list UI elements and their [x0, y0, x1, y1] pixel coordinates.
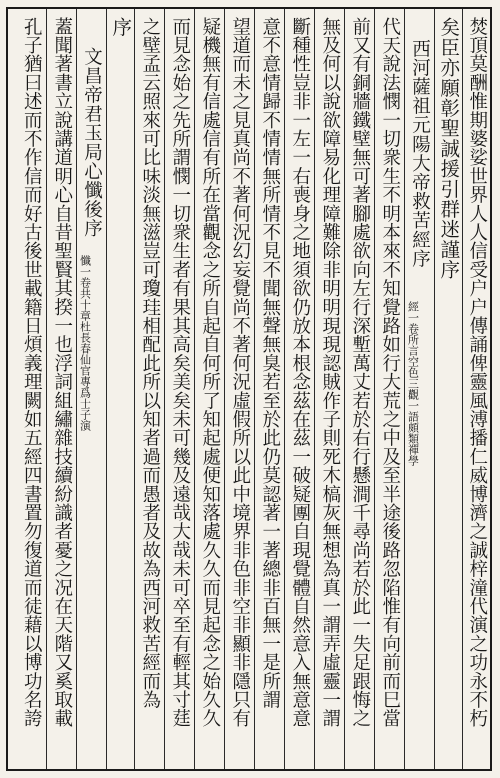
text-column-7 — [284, 9, 314, 769]
heading-column-2 — [76, 9, 106, 769]
text-column-4 — [374, 9, 404, 769]
column-text: 無及何以說欲障易化理障難除非明明現現認賊作子則死木槁灰無想為真一謂弄虛靈一謂 — [319, 17, 341, 728]
heading-note: 經一卷所言空色三觀一語頗類禪學 — [406, 301, 420, 466]
column-text: 望道而未之見真尚不著何況幻妄覺尚不著何況虛假所以此中境界非色非空非顯非隱只有 — [229, 17, 251, 728]
text-columns — [8, 9, 490, 769]
column-text: 代天說法憫一切衆生不明本來不知覺路如行大荒之中及至半途後路忽陷惟有向前而巳當 — [379, 17, 401, 728]
heading-column-1 — [404, 9, 434, 769]
text-column-16 — [16, 9, 46, 769]
column-text: 而見念始之先所謂憫一切衆生者有果其高矣美矣未可幾及遠哉大哉未可卒至有輕其寸莛 — [169, 17, 191, 728]
column-text: 序 — [109, 17, 133, 38]
text-column-8 — [254, 9, 284, 769]
text-column-10 — [194, 9, 224, 769]
column-text: 斷種性豈非一左一右喪身之地須欲仍放本根念茲在茲一破疑團自現覺體自然意入無意意 — [289, 17, 311, 728]
column-text: 孔子猶曰述而不作信而好古後世載籍日煩義理闕如五經四書置勿復道而徒藉以博功名誇 — [21, 17, 43, 728]
text-column-5 — [344, 9, 374, 769]
text-column-6 — [314, 9, 344, 769]
section-heading: 文昌帝君玉局心懺後序 — [81, 47, 103, 238]
column-text: 矣臣亦願彰聖誠援引群迷謹序 — [437, 17, 461, 280]
text-column-11 — [164, 9, 194, 769]
column-text: 蓋聞著書立說講道明心自昔聖賢其揆一也浮詞組繡雜技續紛識者憂之况在天階又奚取載 — [51, 17, 73, 728]
column-text: 之壁孟云照來可比味淡無滋豈可瓊珪相配此所以知者過而愚者及故為西河救苦經而為 — [139, 17, 161, 709]
text-column-9 — [224, 9, 254, 769]
text-column-13 — [106, 9, 134, 769]
column-text: 意不意情歸不情情無所情不見不聞無聲無臭若至於此仍莫認著一著總非百無一是所謂 — [259, 17, 281, 709]
column-text: 焚頂莫酬惟期婆娑世界人人信受户户傳誦俾靈風溥播仁威博濟之誠梓潼代演之功永不朽 — [466, 17, 488, 728]
text-column-1 — [462, 9, 490, 769]
text-column-2 — [434, 9, 462, 769]
column-text: 前又有銅牆鐵壁無可著腳處欲向左行深塹萬丈若於右行懸澗千尋尚若於此一失足跟悔之 — [349, 17, 371, 728]
heading-note: 懺一卷共十章杜長春仙官專爲士子演 — [78, 255, 92, 431]
text-column-12 — [134, 9, 164, 769]
text-column-15 — [46, 9, 76, 769]
section-heading: 西河薩祖元陽大帝救苦經序 — [409, 39, 431, 269]
column-text: 疑機無有信處信有所在當觀念之所自起自何所了知起處便知落處久久而見起念之始久久 — [199, 17, 221, 728]
